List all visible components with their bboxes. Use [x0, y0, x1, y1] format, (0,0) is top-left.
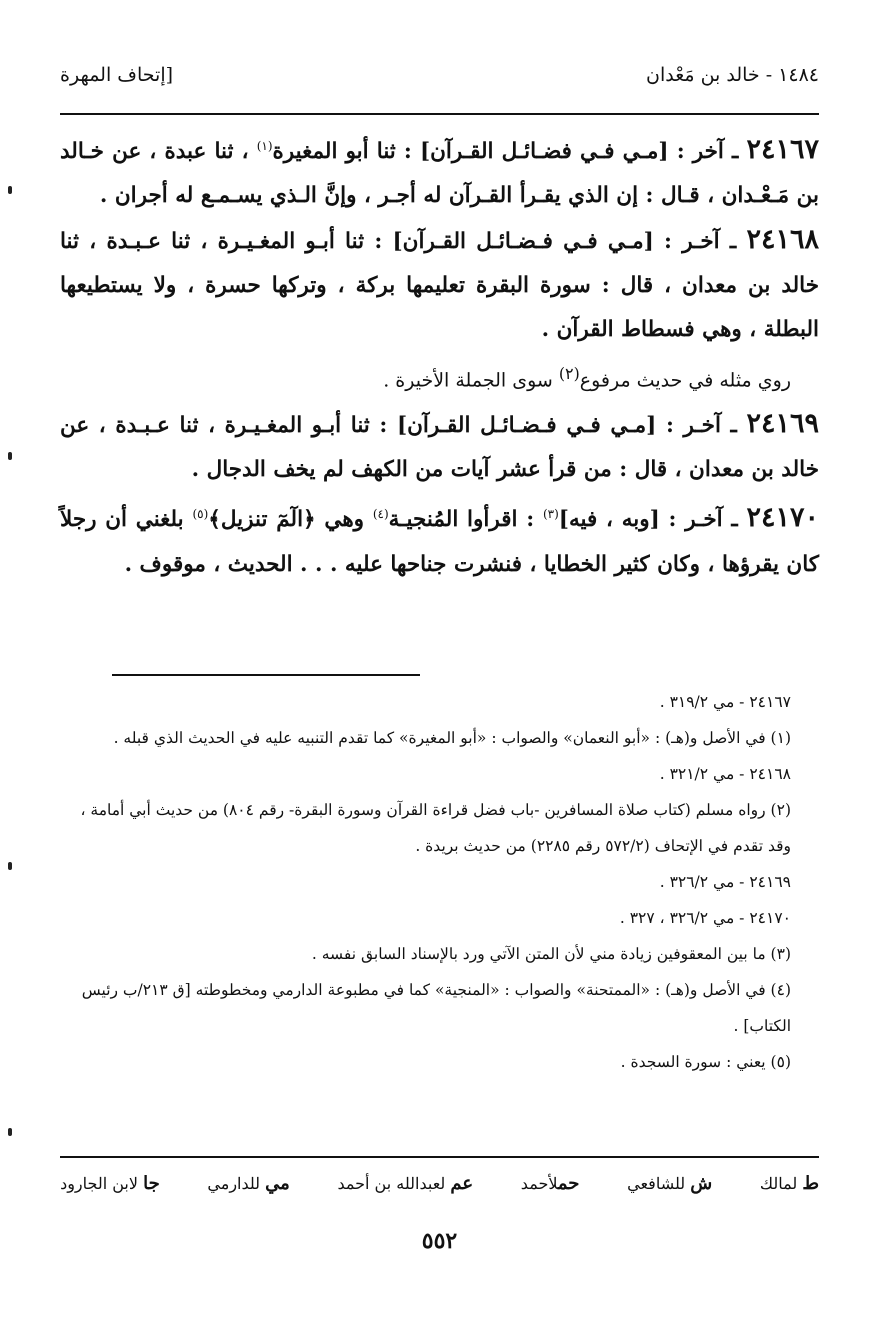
footnote: (٢) رواه مسلم (كتاب صلاة المسافرين -باب فضل قراءة القرآن وسورة البقرة- رقم ٨٠٤) من حديث أبي أمامة ، وقد تقدم في الإتحاف (٥٧٢/٢ رقم ٢٢٨٥) من حديث بريدة . — [80, 801, 791, 855]
hadith-entry: ٢٤١٦٩ ـ آخـر : [مـي فـي فـضـائـل القـرآن] : ثنا أبـو المغـيـرة ، ثنا عـبـدة ، عن خالد بن معدان ، قال : من قرأ عشر آيات من الكهف لم يخف الدجال . — [60, 408, 819, 483]
footnote-ref[interactable]: (٢) — [558, 364, 580, 384]
scan-edge-mark — [8, 862, 12, 870]
footnote: (٤) في الأصل و(هـ) : «الممتحنة» والصواب : «المنجية» كما في مطبوعة الدارمي ومخطوطته [ق ٢١٣/ب رئيس الكتاب] . — [81, 981, 791, 1035]
abbreviation-item: ش للشافعي — [627, 1173, 713, 1194]
footnote: ٢٤١٦٩ - مي ٣٢٦/٢ . — [659, 873, 791, 891]
scan-edge-mark — [8, 1128, 12, 1136]
footnote-ref[interactable]: (٤) — [372, 507, 389, 522]
abbreviation-rule — [60, 1156, 819, 1158]
running-header — [60, 58, 819, 94]
hadith-entry: ٢٤١٧٠ ـ آخـر : [وبه ، فيه]$^{(٣)}$ : اقرأوا المُنجيـة$^{(٤)}$ وهي ﴿الٓمٓ تنزيل﴾$^{(٥)}$ بلغني أن رجلاً كان يقرؤها ، وكان كثير الخطايا ، فنشرت جناحها عليه . . . الحديث ، موقوف . — [60, 502, 819, 577]
scan-edge-mark — [8, 186, 12, 194]
footnote: ٢٤١٧٠ - مي ٣٢٦/٢ ، ٣٢٧ . — [619, 909, 791, 927]
footnote: (٥) يعني : سورة السجدة . — [620, 1053, 791, 1071]
chapter-title: ١٤٨٤ - خالد بن مَعْدان — [645, 64, 819, 86]
abbreviation-item: حملأحمد — [520, 1173, 580, 1194]
hadith-number: ٢٤١٦٩ — [746, 408, 819, 440]
footnote-ref[interactable]: (٥) — [192, 507, 209, 522]
footnote: ٢٤١٦٧ - مي ٣١٩/٢ . — [659, 693, 791, 711]
abbreviation-item: مي للدارمي — [207, 1173, 290, 1194]
page-number: ٥٥٢ — [421, 1228, 458, 1254]
hadith-entries — [60, 124, 819, 587]
abbreviation-item: عم لعبدالله بن أحمد — [337, 1173, 474, 1194]
abbreviation-item: جا لابن الجارود — [60, 1173, 160, 1194]
hadith-number: ٢٤١٧٠ — [746, 502, 819, 534]
footnotes — [60, 684, 819, 1080]
footnote-ref[interactable]: (٣) — [542, 507, 559, 522]
header-rule — [60, 113, 819, 115]
footnote-ref[interactable]: (١) — [256, 139, 273, 153]
scan-edge-mark — [8, 452, 12, 460]
hadith-entry: ٢٤١٦٧ ـ آخر : [مـي فـي فضـائـل القـرآن] : ثنا أبو المغيرة$^{(١)}$ ، ثنا عبدة ، عن خـالد بن مَـعْـدان ، قـال : إن الذي يقـرأ القـرآن له أجـر ، وإنَّ الـذي يسـمـع له أجران . — [60, 134, 819, 209]
footnote: (٣) ما بين المعقوفين زيادة مني لأن المتن الآتي ورد بالإسناد السابق نفسه . — [311, 945, 791, 963]
book-title: [إتحاف المهرة — [60, 64, 174, 86]
footnote: (١) في الأصل و(هـ) : «أبو النعمان» والصواب : «أبو المغيرة» كما تقدم التنبيه عليه في الحديث الذي قبله . — [113, 729, 791, 747]
footnote: ٢٤١٦٨ - مي ٣٢١/٢ . — [659, 765, 791, 783]
abbreviation-item: ط لمالك — [759, 1173, 819, 1194]
abbreviation-legend — [60, 1168, 819, 1200]
hadith-number: ٢٤١٦٨ — [746, 224, 819, 256]
narration-note: روي مثله في حديث مرفوع$^{(٢)}$ سوى الجملة الأخيرة . — [383, 364, 791, 392]
footnote-separator — [112, 674, 420, 676]
hadith-number: ٢٤١٦٧ — [746, 134, 819, 166]
hadith-entry: ٢٤١٦٨ ـ آخـر : [مـي فـي فـضـائـل القـرآن] : ثنا أبـو المغـيـرة ، ثنا عـبـدة ، ثنا خالد بن معدان ، قال : سورة البقرة تعليمها بركة ، وتركها حسرة ، ولا يستطيعها البطلة ، وهي فسطاط القرآن . — [60, 224, 819, 343]
